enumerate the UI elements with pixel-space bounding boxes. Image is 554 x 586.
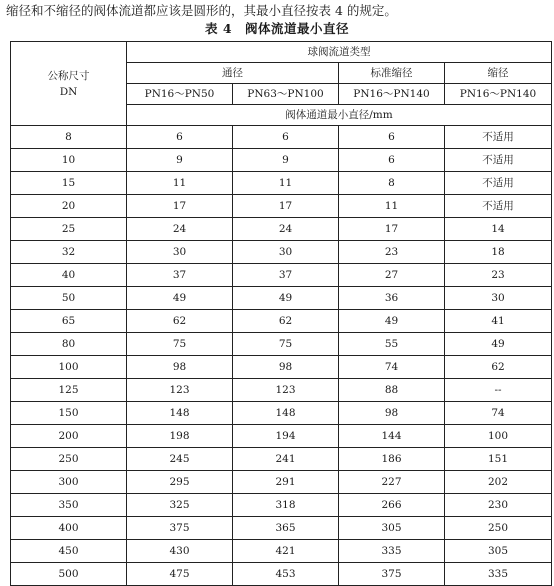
bore-diameter-cell: 98 (127, 356, 233, 379)
table-row (11, 172, 552, 195)
bore-diameter-cell: 11 (127, 172, 233, 195)
bore-diameter-cell: 241 (233, 448, 339, 471)
bore-diameter-cell: 250 (445, 517, 552, 540)
bore-diameter-cell: 318 (233, 494, 339, 517)
bore-diameter-cell: 421 (233, 540, 339, 563)
dn-cell: 80 (11, 333, 127, 356)
bore-diameter-cell: 62 (233, 310, 339, 333)
table-row (11, 471, 552, 494)
dn-cell: 10 (11, 149, 127, 172)
bore-diameter-cell: 151 (445, 448, 552, 471)
header-row-group (11, 42, 552, 63)
dn-cell: 125 (11, 379, 127, 402)
bore-diameter-cell: 186 (339, 448, 445, 471)
bore-diameter-cell: 202 (445, 471, 552, 494)
bore-diameter-cell: 365 (233, 517, 339, 540)
bore-diameter-cell: -- (445, 379, 552, 402)
bore-diameter-cell: 36 (339, 287, 445, 310)
table-row (11, 563, 552, 586)
bore-diameter-cell: 291 (233, 471, 339, 494)
bore-diameter-cell: 30 (127, 241, 233, 264)
bore-diameter-cell: 98 (339, 402, 445, 425)
bore-diameter-cell: 335 (445, 563, 552, 586)
bore-diameter-cell: 245 (127, 448, 233, 471)
bore-diameter-cell: 6 (339, 126, 445, 149)
dn-cell: 100 (11, 356, 127, 379)
table-row (11, 126, 552, 149)
bore-diameter-cell: 148 (127, 402, 233, 425)
table-row (11, 402, 552, 425)
bore-diameter-cell: 23 (445, 264, 552, 287)
bore-diameter-cell: 230 (445, 494, 552, 517)
bore-diameter-cell: 123 (127, 379, 233, 402)
table-row (11, 356, 552, 379)
bore-diameter-cell: 30 (233, 241, 339, 264)
pressure-header: PN63～PN100 (233, 84, 339, 105)
table-row (11, 425, 552, 448)
table-row (11, 241, 552, 264)
bore-diameter-cell: 335 (339, 540, 445, 563)
table-row (11, 517, 552, 540)
table-row (11, 379, 552, 402)
bore-diameter-cell: 88 (339, 379, 445, 402)
bore-diameter-cell: 14 (445, 218, 552, 241)
bore-diameter-cell: 24 (127, 218, 233, 241)
bore-diameter-cell: 475 (127, 563, 233, 586)
bore-diameter-cell: 18 (445, 241, 552, 264)
table-row (11, 218, 552, 241)
pressure-header: PN16～PN140 (445, 84, 552, 105)
bore-diameter-cell: 325 (127, 494, 233, 517)
bore-diameter-cell: 194 (233, 425, 339, 448)
dn-cell: 8 (11, 126, 127, 149)
bore-diameter-cell: 305 (445, 540, 552, 563)
pressure-header: PN16～PN140 (339, 84, 445, 105)
bore-diameter-cell: 6 (233, 126, 339, 149)
bore-diameter-cell: 49 (127, 287, 233, 310)
dn-cell: 50 (11, 287, 127, 310)
dn-header-label: 公称尺寸 (47, 69, 90, 82)
standard-reduced-header: 标准缩径 (339, 63, 445, 84)
bore-diameter-cell: 41 (445, 310, 552, 333)
bore-diameter-cell: 55 (339, 333, 445, 356)
bore-diameter-cell: 6 (339, 149, 445, 172)
pressure-header: PN16～PN50 (127, 84, 233, 105)
bore-type-group-header: 球阀流道类型 (127, 42, 552, 63)
dn-cell: 25 (11, 218, 127, 241)
bore-diameter-cell: 75 (127, 333, 233, 356)
bore-diameter-cell: 98 (233, 356, 339, 379)
dn-cell: 400 (11, 517, 127, 540)
bore-diameter-cell: 430 (127, 540, 233, 563)
bore-diameter-cell: 375 (127, 517, 233, 540)
dn-cell: 350 (11, 494, 127, 517)
reduced-header: 缩径 (445, 63, 552, 84)
bore-diameter-cell: 198 (127, 425, 233, 448)
bore-diameter-cell: 9 (127, 149, 233, 172)
bore-diameter-cell: 9 (233, 149, 339, 172)
dn-cell: 40 (11, 264, 127, 287)
bore-diameter-cell: 49 (445, 333, 552, 356)
table-row (11, 264, 552, 287)
bore-diameter-cell: 不适用 (445, 149, 552, 172)
bore-diameter-cell: 17 (233, 195, 339, 218)
table-row (11, 149, 552, 172)
dn-cell: 32 (11, 241, 127, 264)
bore-diameter-cell: 62 (445, 356, 552, 379)
bore-diameter-cell: 144 (339, 425, 445, 448)
bore-diameter-cell: 227 (339, 471, 445, 494)
dn-header-cell (11, 42, 127, 126)
bore-diameter-cell: 305 (339, 517, 445, 540)
table-row (11, 195, 552, 218)
bore-diameter-cell: 266 (339, 494, 445, 517)
bore-diameter-cell: 17 (339, 218, 445, 241)
table-caption: 表 4 阀体流道最小直径 (204, 21, 350, 36)
bore-diameter-cell: 24 (233, 218, 339, 241)
bore-diameter-cell: 49 (233, 287, 339, 310)
bore-diameter-cell: 30 (445, 287, 552, 310)
dn-cell: 65 (11, 310, 127, 333)
bore-diameter-cell: 17 (127, 195, 233, 218)
dn-cell: 150 (11, 402, 127, 425)
bore-diameter-cell: 6 (127, 126, 233, 149)
bore-diameter-cell: 不适用 (445, 172, 552, 195)
min-bore-table (10, 41, 552, 586)
bore-diameter-cell: 62 (127, 310, 233, 333)
bore-diameter-cell: 11 (233, 172, 339, 195)
bore-diameter-cell: 75 (233, 333, 339, 356)
bore-diameter-cell: 74 (339, 356, 445, 379)
bore-diameter-cell: 453 (233, 563, 339, 586)
dn-header-symbol: DN (59, 85, 78, 98)
bore-diameter-cell: 37 (233, 264, 339, 287)
bore-diameter-cell: 49 (339, 310, 445, 333)
bore-diameter-cell: 37 (127, 264, 233, 287)
table-row (11, 333, 552, 356)
table-row (11, 310, 552, 333)
dn-cell: 15 (11, 172, 127, 195)
bore-diameter-cell: 27 (339, 264, 445, 287)
bore-diameter-cell: 295 (127, 471, 233, 494)
bore-diameter-cell: 148 (233, 402, 339, 425)
dn-cell: 20 (11, 195, 127, 218)
dn-cell: 250 (11, 448, 127, 471)
table-row (11, 540, 552, 563)
table-row (11, 287, 552, 310)
bore-diameter-cell: 23 (339, 241, 445, 264)
bore-diameter-cell: 8 (339, 172, 445, 195)
bore-diameter-cell: 74 (445, 402, 552, 425)
intro-paragraph: 缩径和不缩径的阀体流道都应该是圆形的，其最小直径按表 4 的规定。 (6, 3, 397, 18)
full-bore-header: 通径 (127, 63, 339, 84)
bore-diameter-cell: 100 (445, 425, 552, 448)
bore-diameter-cell: 123 (233, 379, 339, 402)
bore-diameter-cell: 不适用 (445, 126, 552, 149)
dn-cell: 300 (11, 471, 127, 494)
table-row (11, 448, 552, 471)
bore-diameter-cell: 11 (339, 195, 445, 218)
bore-diameter-cell: 不适用 (445, 195, 552, 218)
table-row (11, 494, 552, 517)
bore-diameter-cell: 375 (339, 563, 445, 586)
dn-cell: 500 (11, 563, 127, 586)
unit-header: 阀体通道最小直径/mm (127, 105, 552, 126)
dn-cell: 450 (11, 540, 127, 563)
dn-cell: 200 (11, 425, 127, 448)
